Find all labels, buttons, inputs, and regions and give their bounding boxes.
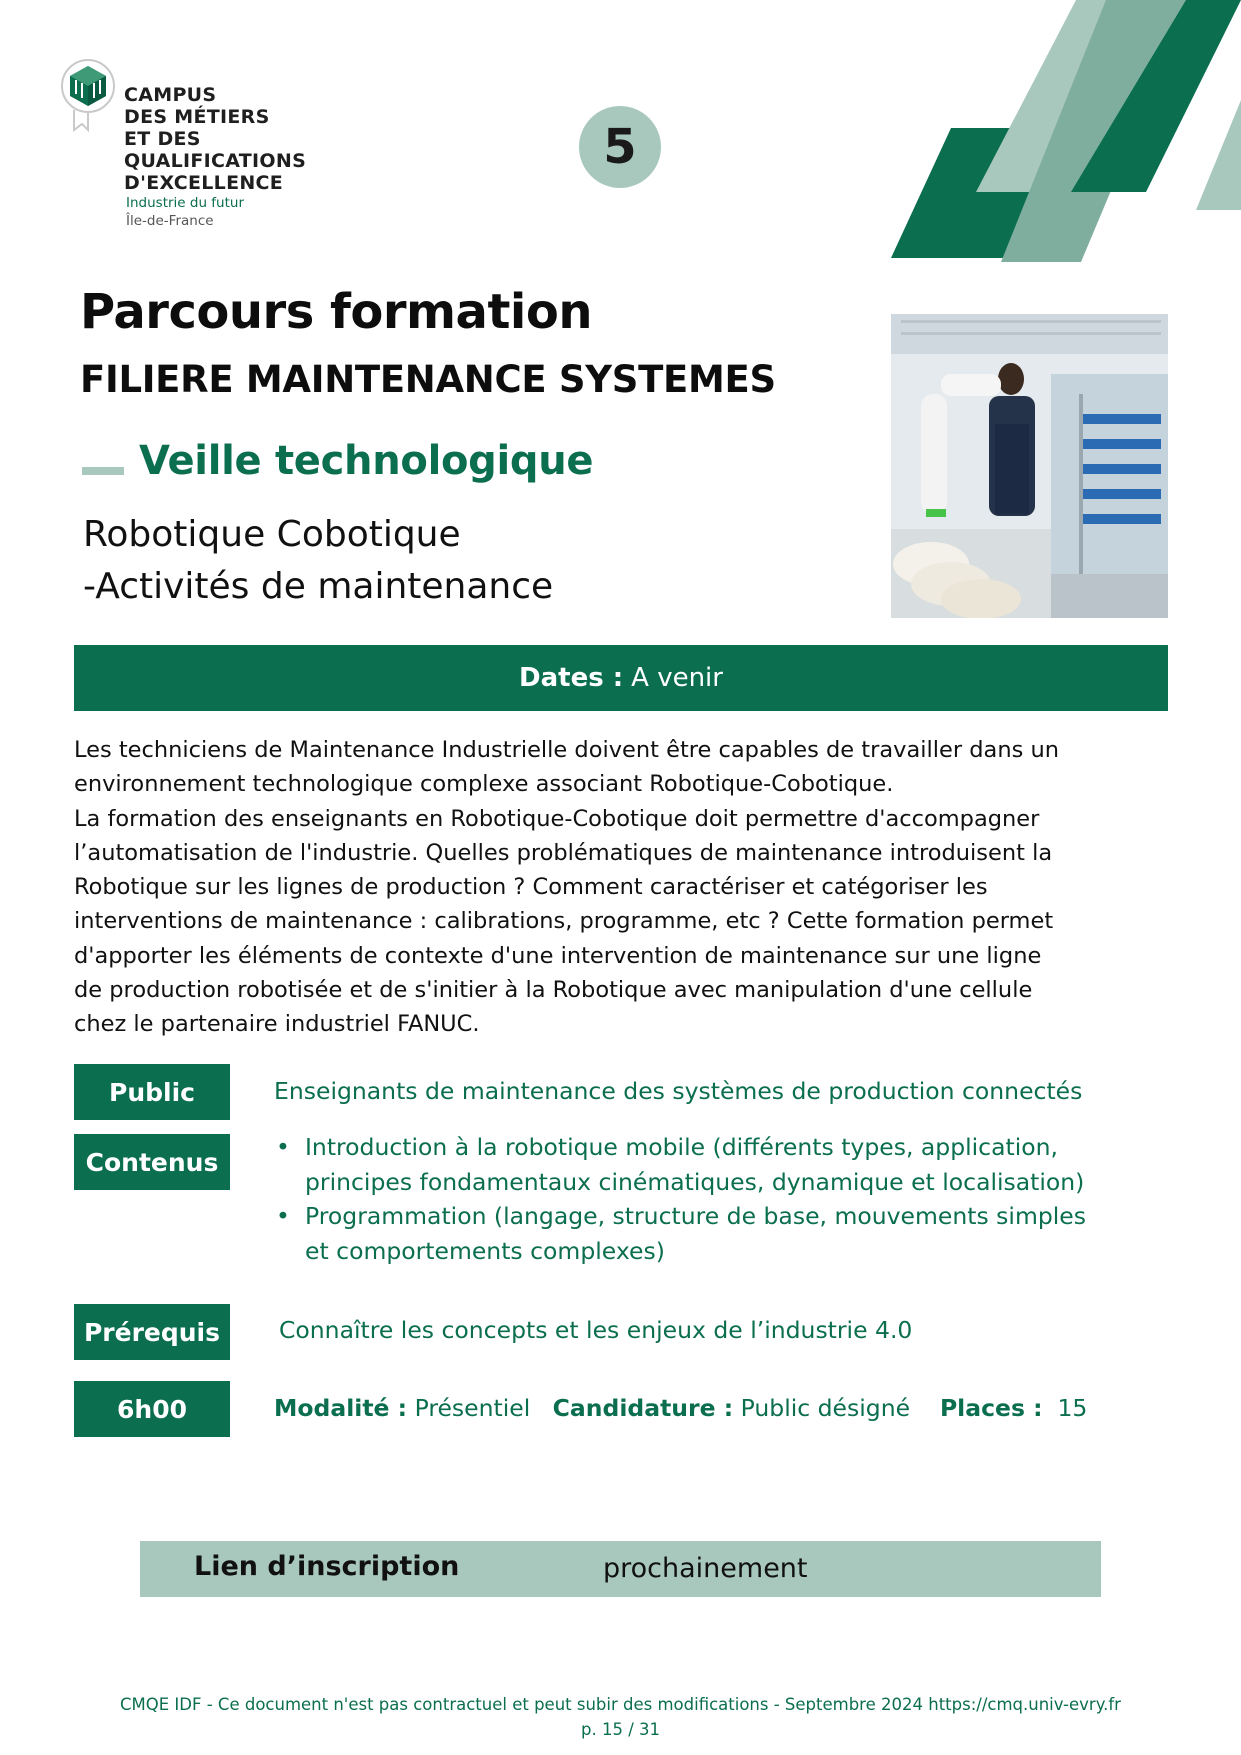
description-line: environnement technologique complexe associant Robotique-Cobotique. [74, 771, 894, 798]
prerequis-value: Connaître les concepts et les enjeux de l’industrie 4.0 [279, 1316, 913, 1344]
registration-label: Lien d’inscription [194, 1551, 460, 1582]
list-item-line: principes fondamentaux cinématiques, dynamique et localisation) [305, 1167, 1085, 1196]
description-line: d'apporter les éléments de contexte d'une intervention de maintenance sur une ligne [74, 942, 1042, 969]
modalite-value: Présentiel [414, 1394, 531, 1422]
logo-line: CAMPUS [124, 84, 217, 106]
description-line: chez le partenaire industriel FANUC. [74, 1011, 480, 1038]
course-name-line: -Activités de maintenance [83, 566, 554, 607]
registration-link[interactable]: prochainement [603, 1553, 808, 1584]
public-value: Enseignants de maintenance des systèmes de production connectés [274, 1077, 1083, 1105]
robotics-lab-photo [891, 314, 1168, 618]
places-label: Places : [939, 1394, 1043, 1422]
cmq-logo [60, 58, 320, 238]
logo-wordmark [124, 84, 306, 194]
course-number-badge: 5 [579, 106, 661, 188]
decorative-stripes [891, 0, 1241, 262]
page-title: Parcours formation [80, 284, 592, 340]
stripe-light-right [1196, 100, 1241, 210]
modalities-row [274, 1394, 1087, 1422]
contenus-label: Contenus [74, 1134, 230, 1190]
description-line: Les techniciens de Maintenance Industrielle doivent être capables de travailler dans un [74, 737, 1059, 763]
page-number: p. 15 / 31 [580, 1720, 660, 1739]
dates-bar [74, 645, 1168, 711]
dates-value: A venir [631, 663, 723, 693]
places-value: 15 [1057, 1394, 1088, 1422]
list-item [276, 1130, 1086, 1199]
description-line: de production robotisée et de s'initier à la Robotique avec manipulation d'une cellule [74, 977, 1033, 1004]
footer-disclaimer: CMQE IDF - Ce document n'est pas contractuel et peut subir des modifications - Septembre 2024 https://cmq.univ-evry.fr [120, 1695, 1121, 1714]
section-dash [82, 467, 124, 475]
page-footer [0, 1692, 1241, 1742]
candidature-label: Candidature : [552, 1394, 734, 1422]
list-item-line: • Introduction à la robotique mobile (différents types, application, [305, 1133, 1058, 1161]
course-name-line: Robotique Cobotique [83, 514, 461, 555]
logo-line: D'EXCELLENCE [124, 172, 284, 194]
modalite-label: Modalité : [274, 1394, 408, 1422]
description-line: l’automatisation de l'industrie. Quelles problématiques de maintenance introduisent la [74, 839, 1053, 866]
list-item-line: • Programmation (langage, structure de base, mouvements simples [305, 1202, 1086, 1230]
duration-label: 6h00 [74, 1381, 230, 1437]
contenus-list [276, 1130, 1086, 1268]
public-label: Public [74, 1064, 230, 1120]
logo-sub-line: Industrie du futur [126, 195, 245, 211]
list-item-line: et comportements complexes) [305, 1236, 665, 1265]
logo-line: ET DES [124, 128, 201, 150]
registration-bar [140, 1541, 1101, 1597]
list-item [276, 1199, 1086, 1268]
course-description [74, 733, 1174, 1042]
candidature-value: Public désigné [740, 1394, 911, 1422]
logo-sub-line: Île-de-France [126, 213, 214, 229]
section-title: Veille technologique [139, 438, 594, 484]
cube-emblem-icon [60, 58, 122, 138]
logo-subtitle [126, 194, 244, 230]
description-line: La formation des enseignants en Robotique-Cobotique doit permettre d'accompagner [74, 805, 1040, 832]
logo-line: DES MÉTIERS [124, 106, 270, 128]
description-line: interventions de maintenance : calibrations, programme, etc ? Cette formation permet [74, 908, 1054, 935]
prerequis-label: Prérequis [74, 1304, 230, 1360]
description-line: Robotique sur les lignes de production ? Comment caractériser et catégoriser les [74, 874, 988, 901]
program-subtitle: FILIERE MAINTENANCE SYSTEMES [80, 358, 776, 401]
dates-label: Dates : [519, 663, 624, 693]
logo-line: QUALIFICATIONS [124, 150, 307, 172]
